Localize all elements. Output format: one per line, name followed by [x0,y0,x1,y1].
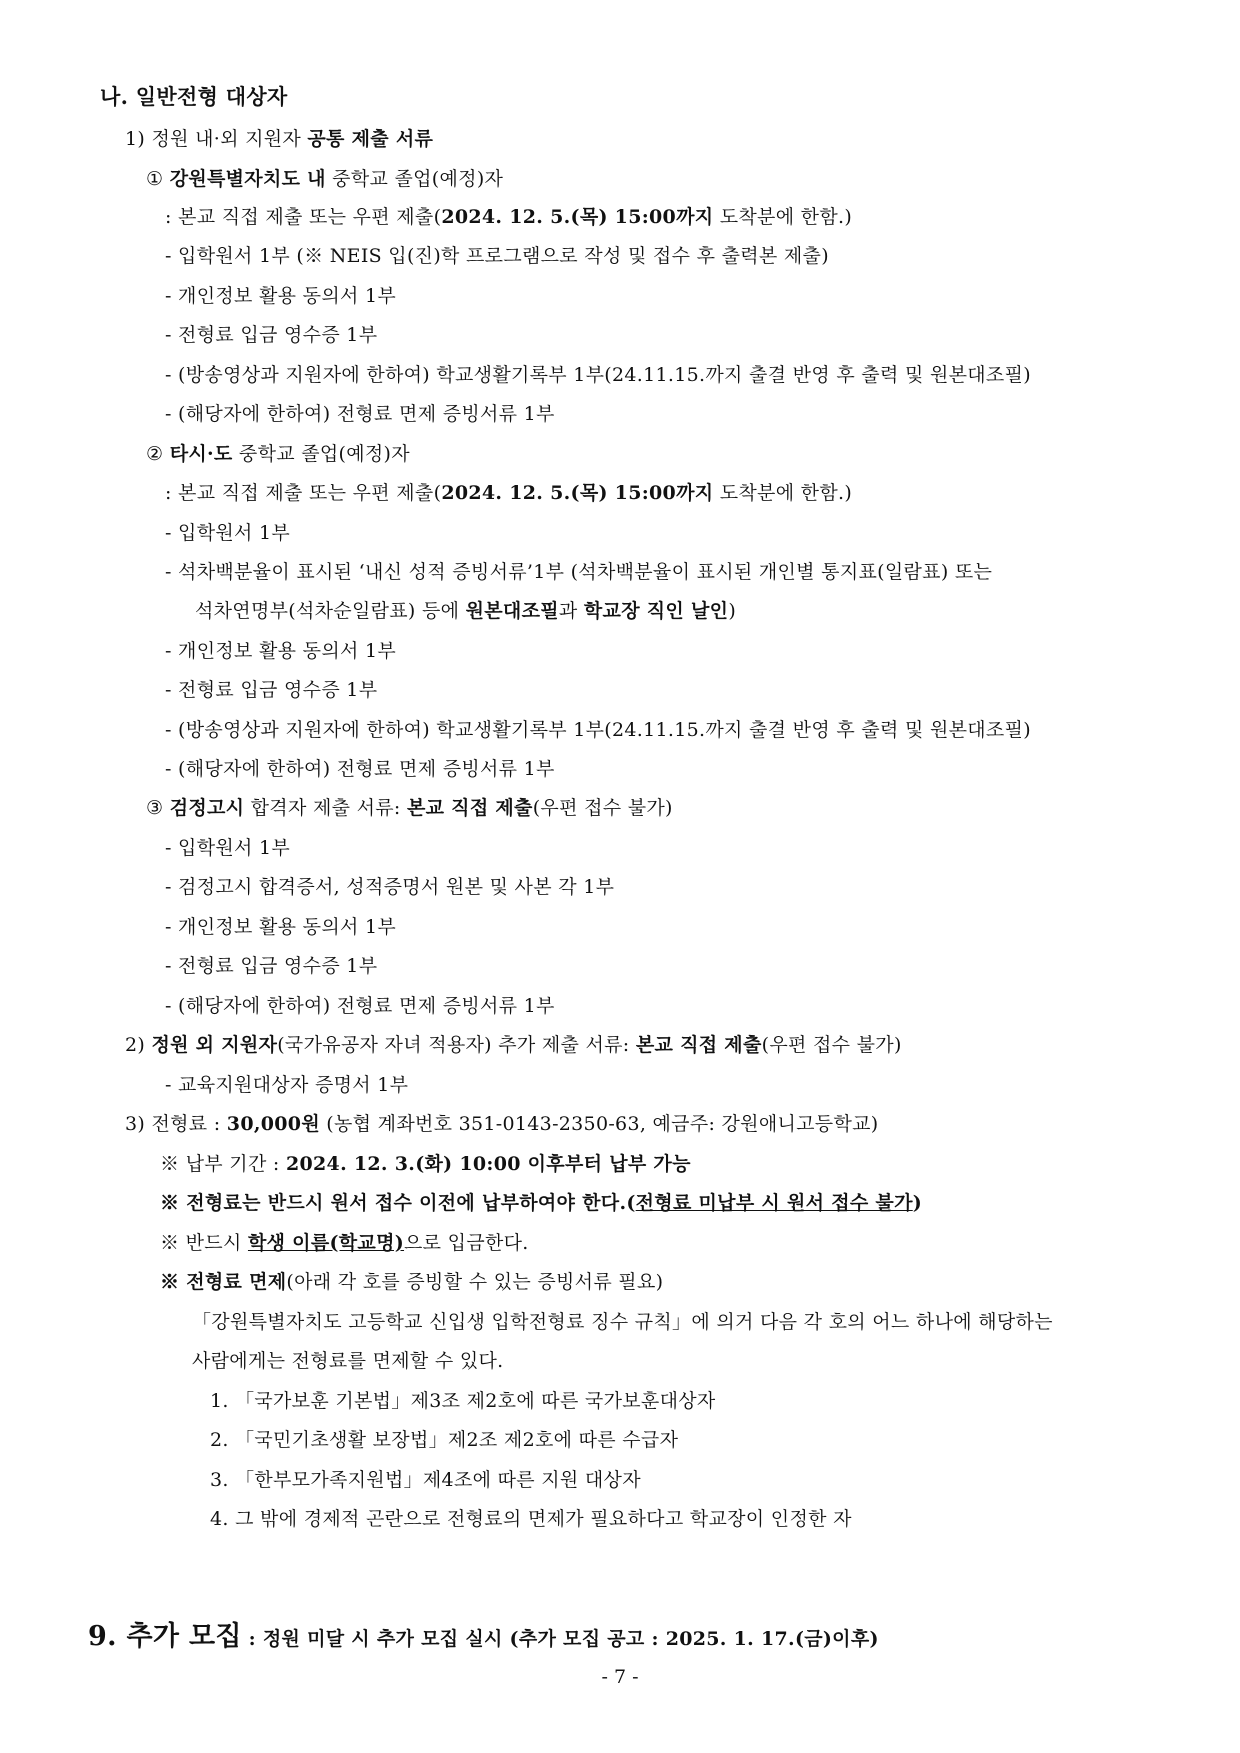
list-item: - (방송영상과 지원자에 한하여) 학교생활기록부 1부(24.11.15.까지 출결 반영 후 출력 및 원본대조필) [165,719,1031,741]
p2-strong2: 본교 직접 제출 [635,1034,762,1056]
section-9-desc: : 정원 미달 시 추가 모집 실시 (추가 모집 공고 : 2025. 1. 17.(금)이후) [241,1628,879,1650]
list-item: - 석차백분율이 표시된 ‘내신 성적 증빙서류’1부 (석차백분율이 표시된 개인별 통지표(일람표) 또는 [165,561,993,583]
list-item: - 전형료 입금 영수증 1부 [165,679,378,701]
note1-a: ※ 납부 기간 : [160,1153,286,1175]
note4-b: (아래 각 호를 증빙할 수 있는 증빙서류 필요) [286,1271,664,1293]
list-item: - 검정고시 합격증서, 성적증명서 원본 및 사본 각 1부 [165,876,615,898]
common-docs-heading [125,126,433,152]
list-item: - 입학원서 1부 [165,522,291,544]
cont-b: 원본대조필 [465,600,559,622]
exemption-item: 4. 그 밖에 경제적 곤란으로 전형료의 면제가 필요하다고 학교장이 인정한 자 [210,1508,852,1530]
list-item: - 개인정보 활용 동의서 1부 [165,285,397,307]
fee-account: (농협 계좌번호 351-0143-2350-63, 예금주: 강원애니고등학교) [319,1113,879,1135]
note2-b: 전형료 미납부 시 원서 접수 불가 [635,1192,913,1214]
submit-suffix: 도착분에 한함.) [713,482,853,504]
common-docs-prefix: 1) 정원 내·외 지원자 [125,128,308,150]
list-item: - 입학원서 1부 (※ NEIS 입(진)학 프로그램으로 작성 및 접수 후 출력본 제출) [165,245,829,267]
note3-b: 학생 이름(학교명) [247,1232,405,1254]
submit-prefix: : 본교 직접 제출 또는 우편 제출( [165,206,442,228]
extra-docs-heading [125,1032,902,1058]
list-item: - 개인정보 활용 동의서 1부 [165,640,397,662]
p2-rest: (우편 접수 불가) [761,1034,902,1056]
submit-deadline: 2024. 12. 5.(목) 15:00까지 [441,206,714,228]
exemption-item: 3. 「한부모가족지원법」제4조에 따른 지원 대상자 [210,1469,641,1491]
category-3-heading [146,795,673,821]
category-3-mid: 합격자 제출 서류: [244,797,407,819]
category-3-num: ③ [146,797,170,819]
note2-a: ※ 전형료는 반드시 원서 접수 이전에 납부하여야 한다.( [160,1192,636,1214]
p2-strong: 정원 외 지원자 [151,1034,278,1056]
list-item: - 개인정보 활용 동의서 1부 [165,916,397,938]
note3-a: ※ 반드시 [160,1232,248,1254]
fee-note-3 [160,1230,529,1256]
note3-c: 으로 입금한다. [404,1232,529,1254]
category-3-strong2: 본교 직접 제출 [406,797,533,819]
note4-a: ※ 전형료 면제 [160,1271,287,1293]
fee-heading [125,1111,878,1137]
category-2-heading [146,441,410,467]
rule-text-line-1: 「강원특별자치도 고등학교 신입생 입학전형료 징수 규칙」에 의거 다음 각 호의 어느 하나에 해당하는 [192,1311,1053,1333]
submit-prefix: : 본교 직접 제출 또는 우편 제출( [165,482,442,504]
list-item: - (해당자에 한하여) 전형료 면제 증빙서류 1부 [165,758,555,780]
p2-num: 2) [125,1034,152,1056]
category-2-num: ② [146,443,170,465]
category-2-strong: 타시·도 [169,443,233,465]
submit-deadline: 2024. 12. 5.(목) 15:00까지 [441,482,714,504]
note2-c: ) [912,1192,923,1214]
common-docs-strong: 공통 제출 서류 [307,128,434,150]
category-2-rest: 중학교 졸업(예정)자 [232,443,410,465]
list-item: - (해당자에 한하여) 전형료 면제 증빙서류 1부 [165,995,555,1017]
exemption-item: 2. 「국민기초생활 보장법」제2조 제2호에 따른 수급자 [210,1429,679,1451]
section-9 [88,1620,879,1656]
exemption-item: 1. 「국가보훈 기본법」제3조 제2호에 따른 국가보훈대상자 [210,1390,716,1412]
fee-note-4 [160,1269,663,1295]
list-item: - (방송영상과 지원자에 한하여) 학교생활기록부 1부(24.11.15.까지 출결 반영 후 출력 및 원본대조필) [165,364,1031,386]
fee-note-2 [160,1190,922,1216]
p2-mid: (국가유공자 자녀 적용자) 추가 제출 서류: [277,1034,636,1056]
category-3-rest: (우편 접수 불가) [532,797,673,819]
list-item: - 교육지원대상자 증명서 1부 [165,1074,409,1096]
list-item: - 전형료 입금 영수증 1부 [165,324,378,346]
fee-amount: 30,000원 [226,1113,320,1135]
fee-note-1 [160,1151,691,1177]
cont-c: 과 [558,600,584,622]
section-na-title: 나. 일반전형 대상자 [100,84,288,109]
submit-suffix: 도착분에 한함.) [713,206,853,228]
list-item: - 입학원서 1부 [165,837,291,859]
cont-a: 석차연명부(석차순일람표) 등에 [195,600,466,622]
category-1-submit [165,204,852,230]
rule-text-line-2: 사람에게는 전형료를 면제할 수 있다. [192,1350,504,1372]
list-item: - 전형료 입금 영수증 1부 [165,955,378,977]
category-1-num: ① [146,168,170,190]
cont-e: ) [728,600,737,622]
list-item: - (해당자에 한하여) 전형료 면제 증빙서류 1부 [165,403,555,425]
fee-prefix: 3) 전형료 : [125,1113,227,1135]
page-number: - 7 - [601,1666,639,1688]
category-3-strong: 검정고시 [169,797,245,819]
category-1-strong: 강원특별자치도 내 [169,168,326,190]
cont-d: 학교장 직인 날인 [583,600,729,622]
category-2-submit [165,480,852,506]
category-1-heading [146,166,503,192]
note1-b: 2024. 12. 3.(화) 10:00 이후부터 납부 가능 [285,1153,691,1175]
list-item-continuation [195,598,736,624]
section-9-title: 9. 추가 모집 [88,1621,242,1652]
category-1-rest: 중학교 졸업(예정)자 [325,168,504,190]
